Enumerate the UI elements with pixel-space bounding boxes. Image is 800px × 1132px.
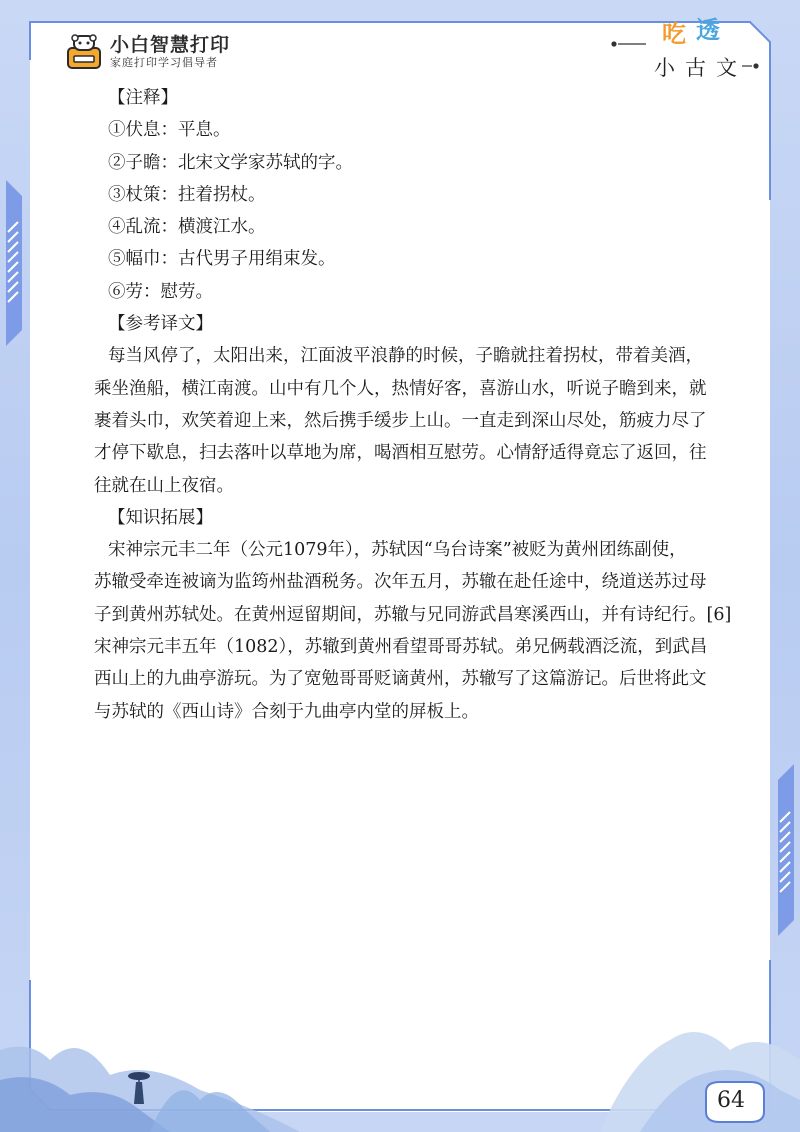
series-logo	[616, 8, 766, 82]
series-subtitle: 小古文	[654, 56, 747, 80]
series-char-2: 透	[696, 16, 720, 44]
note-item: ①伏息：平息。	[108, 120, 231, 141]
note-item: ⑥劳：慰劳。	[108, 281, 213, 302]
brand-name: 小白智慧打印	[110, 34, 231, 56]
extension-line: 子到黄州苏轼处。在黄州逗留期间，苏辙与兄同游武昌寒溪西山，并有诗纪行。[6]	[94, 604, 732, 625]
right-stripes-icon	[778, 764, 794, 936]
page-number: 64	[717, 1088, 745, 1113]
brand-header	[64, 32, 230, 72]
note-item: ②子瞻：北宋文学家苏轼的字。	[108, 152, 353, 173]
translation-line: 每当风停了，太阳出来，江面波平浪静的时候，子瞻就拄着拐杖，带着美酒，	[108, 346, 703, 367]
left-stripes-icon	[6, 180, 22, 346]
extension-line: 宋神宗元丰五年（1082），苏辙到黄州看望哥哥苏轼。弟兄俩载酒泛流，到武昌	[94, 637, 708, 658]
translation-line: 往就在山上夜宿。	[94, 475, 234, 496]
page-number-wrap	[700, 1080, 762, 1126]
extension-line: 与苏轼的《西山诗》合刻于九曲亭内堂的屏板上。	[94, 701, 479, 722]
extension-paragraph	[94, 534, 750, 728]
extension-heading: 【知识拓展】	[108, 507, 213, 528]
extension-line: 宋神宗元丰二年（公元1079年），苏轼因“乌台诗案”被贬为黄州团练副使，	[108, 540, 687, 561]
note-item: ⑤幅巾：古代男子用绢束发。	[108, 249, 336, 270]
notes-heading: 【注释】	[108, 88, 178, 108]
brand-tagline: 家庭打印学习倡导者	[110, 56, 218, 69]
series-char-1: 吃	[662, 20, 686, 48]
extension-line: 苏辙受牵连被谪为监筠州盐酒税务。次年五月，苏辙在赴任途中，绕道送苏过母	[94, 572, 707, 593]
main-content	[94, 82, 750, 728]
translation-line: 裹着头巾，欢笑着迎上来，然后携手缓步上山。一直走到深山尽处，筋疲力尽了	[94, 410, 707, 431]
translation-paragraph	[94, 340, 750, 501]
translation-line: 乘坐渔船，横江南渡。山中有几个人，热情好客，喜游山水，听说子瞻到来，就	[94, 378, 707, 399]
translation-line: 才停下歇息，扫去落叶以草地为席，喝酒相互慰劳。心情舒适得竟忘了返回，往	[94, 443, 707, 464]
translation-heading: 【参考译文】	[108, 314, 213, 335]
printer-mascot-icon	[64, 32, 104, 72]
note-item: ③杖策：拄着拐杖。	[108, 184, 266, 205]
mountain-landscape-icon	[0, 1032, 800, 1132]
extension-line: 西山上的九曲亭游玩。为了宽勉哥哥贬谪黄州，苏辙写了这篇游记。后世将此文	[94, 669, 707, 690]
note-item: ④乱流：横渡江水。	[108, 217, 266, 238]
